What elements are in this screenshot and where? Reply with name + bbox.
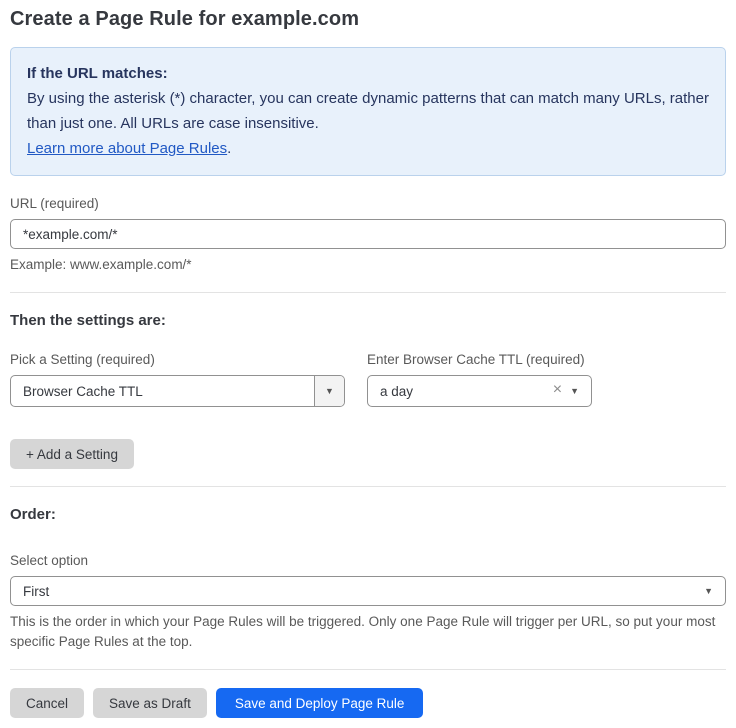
pick-setting-arrow-segment[interactable] [314,376,344,406]
order-section-heading: Order: [10,506,56,523]
cancel-button[interactable]: Cancel [10,688,84,718]
order-helper-text: This is the order in which your Page Rules will be triggered. Only one Page Rule will trigger per URL, so put your most specific Page Rules at the top. [10,614,716,649]
save-as-draft-button[interactable]: Save as Draft [93,688,207,718]
order-select-value: First [23,583,50,599]
pick-setting-column [10,332,345,407]
settings-section-heading: Then the settings are: [10,312,166,329]
info-box-body: By using the asterisk (*) character, you can create dynamic patterns that can match many URLs, rather than just one. All URLs are case insensitive. [27,90,709,132]
save-and-deploy-button[interactable]: Save and Deploy Page Rule [216,688,424,718]
pick-setting-value: Browser Cache TTL [23,383,143,399]
divider [10,486,726,487]
settings-row [10,332,726,407]
add-setting-button[interactable]: + Add a Setting [10,439,134,469]
divider [10,292,726,293]
chevron-down-icon: ▼ [570,385,579,396]
chevron-down-icon: ▼ [704,585,713,596]
ttl-select[interactable] [367,375,592,407]
learn-more-link[interactable]: Learn more about Page Rules [27,140,228,157]
order-select[interactable] [10,576,726,606]
info-box-heading: If the URL matches: [27,65,168,82]
footer-actions [10,688,726,718]
pick-setting-select[interactable] [10,375,345,407]
ttl-column [367,332,592,407]
pick-setting-label: Pick a Setting (required) [10,352,155,367]
info-box-link-line [27,136,709,161]
url-match-info-box [10,47,726,176]
url-field-label: URL (required) [10,196,99,211]
url-field-helper: Example: www.example.com/* [10,257,192,272]
chevron-down-icon: ▼ [325,385,334,396]
page-title: Create a Page Rule for example.com [10,8,360,30]
divider [10,669,726,670]
clear-icon[interactable]: × [552,381,563,398]
order-select-label: Select option [10,553,89,568]
ttl-value: a day [380,383,414,399]
ttl-label: Enter Browser Cache TTL (required) [367,352,585,367]
info-link-suffix: . [227,140,232,157]
url-input[interactable] [10,219,726,249]
